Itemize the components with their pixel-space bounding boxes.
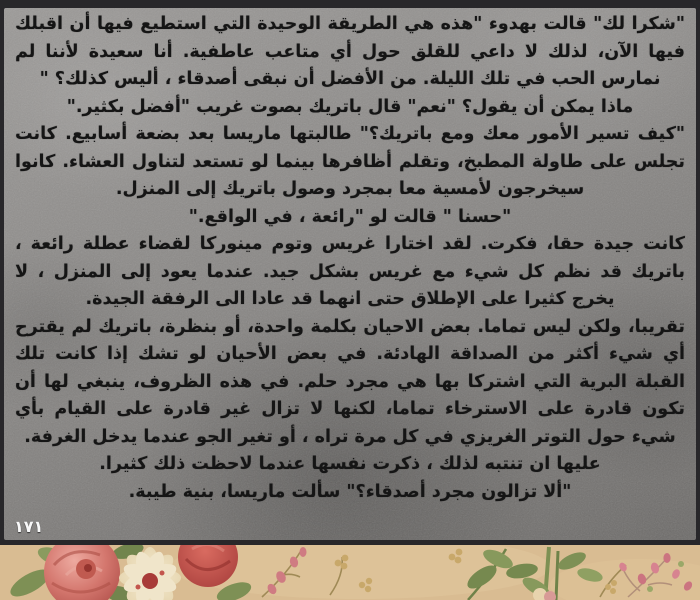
- paragraph-4: "حسنا " قالت لو "رائعة ، في الواقع.": [188, 206, 512, 227]
- paragraph-3: "كيف تسير الأمور معك ومع باتريك؟" طالبتها ماريسا بعد بضعة أسابيع. كانت تجلس على طاولة المطبخ، وتقلم أظافرها بينما لو تستعد لتناول العشاء. كانوا سيخرجون لأمسية معا بمجرد وصول باتريك إلى المنزل.: [15, 124, 685, 199]
- paragraph-2: ماذا يمكن أن يقول؟ "نعم" قال باتريك بصوت غريب "أفضل بكثير.": [66, 96, 634, 117]
- paragraph-6: تقريبا، ولكن ليس تماما. بعض الاحيان بكلمة واحدة، أو بنظرة، باتريك لم يقترح أي شيء أكثر من الصداقة الهادئة. في بعض الأحيان لو تشك إذا كانت تلك القبلة البرية التي اشتركا بها هي مجرد حلم. في هذه الظروف، ينبغي لها أن تكون قادرة على الاسترخاء تماما، لكنها لا تزال غير قادرة على القيام بأي شيء حول التوتر الغريزي في كل مرة تراه ، أو تغير الجو عندما يدخل الغرفة.: [15, 316, 685, 447]
- paragraph-7: عليها ان تنتبه لذلك ، ذكرت نفسها عندما لاحظت ذلك كثيرا.: [99, 454, 601, 474]
- page-number: ١٧١: [14, 517, 44, 536]
- floral-border: [0, 545, 700, 600]
- text-panel: [4, 8, 696, 540]
- paragraph-5: كانت جيدة حقا، فكرت. لقد اختارا غريس وتوم مينوركا لقضاء عطلة رائعة ، باتريك قد نظم كل شيء مع غريس بشكل جيد. عندما يعود إلى المنزل ، لا يخرج كثيرا على الإطلاق حتى انهما قد عادا الى الرفقة الجيدة.: [15, 234, 685, 309]
- paragraph-8: "ألا تزالون مجرد أصدقاء؟" سألت ماريسا، بنية طيبة.: [128, 481, 572, 502]
- floral-border-illustration: [0, 545, 700, 600]
- page-text: [4, 8, 696, 506]
- pink-rose-icon: [44, 545, 120, 600]
- paragraph-1: "شكرا لك" قالت بهدوء "هذه هي الطريقة الوحيدة التي استطيع فيها أن اقبلك فيها الآن، لذلك لا داعي للقلق حول أي متاعب عاطفية. أنا سعيدة لأننا لم نمارس الحب في تلك الليلة. من الأفضل أن نبقى أصدقاء ، أليس كذلك؟ ": [15, 14, 685, 89]
